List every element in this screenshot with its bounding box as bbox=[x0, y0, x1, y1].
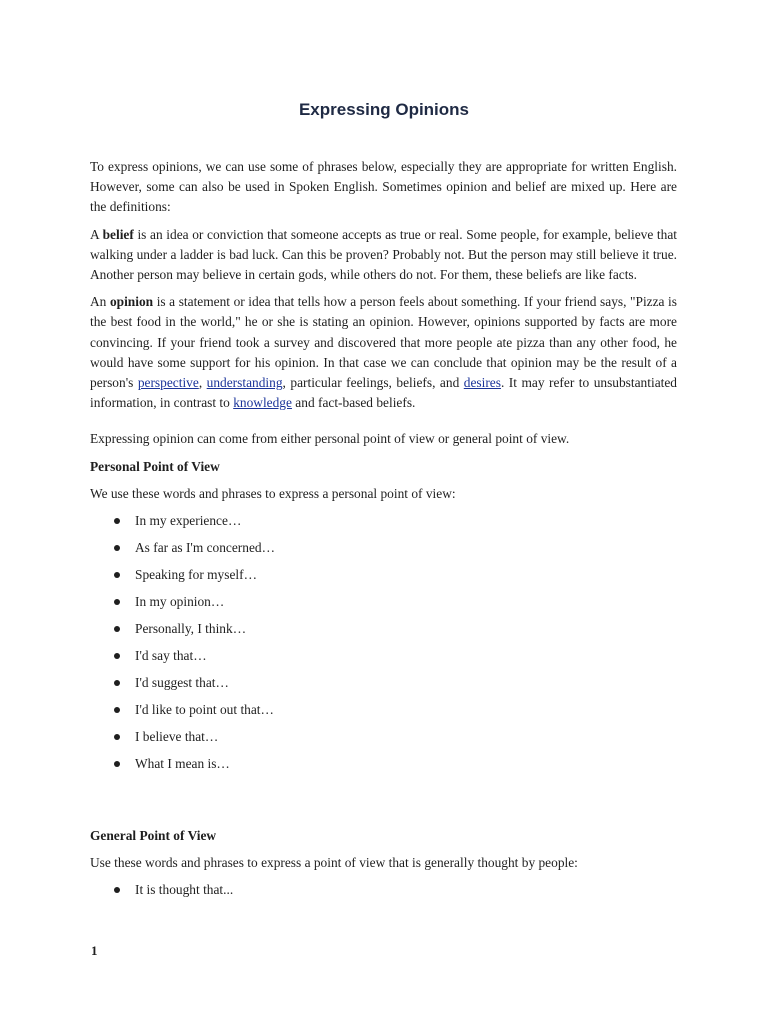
opinion-term: opinion bbox=[109, 294, 154, 310]
general-heading: General Point of View bbox=[90, 828, 217, 844]
list-item bbox=[90, 538, 677, 565]
belief-paragraph bbox=[90, 225, 677, 286]
belief-term: belief bbox=[102, 226, 134, 242]
bullet-icon bbox=[114, 545, 120, 551]
belief-text: is an idea or conviction that someone accepts as true or real. Some people, for example, believe that walking under a ladder is bad luck. Can this be proven? Probably not. But the person may still believe it true. Another person may believe in certain gods, while others do not. For them, these beliefs are like facts. bbox=[90, 226, 677, 283]
bullet-icon bbox=[114, 680, 120, 686]
bullet-icon bbox=[114, 599, 120, 605]
list-item-text: In my experience… bbox=[135, 513, 242, 529]
opinion-text-1: is a statement or idea that tells how a person feels about something. If your friend says, "Pizza is the best food in the world," he or she is stating an opinion. However, opinions supported by facts are more convincing. If your friend took a survey and discovered that more people ate pizza than any other food, he would have some support for his opinion. In that case we can conclude that opinion may be the result of a person's bbox=[90, 294, 677, 391]
general-phrase-list bbox=[90, 880, 677, 907]
bullet-icon bbox=[114, 518, 120, 524]
opinion-prefix: An bbox=[90, 294, 110, 310]
summary-paragraph: Expressing opinion can come from either personal point of view or general point of view. bbox=[90, 431, 570, 447]
list-item bbox=[90, 511, 677, 538]
personal-heading: Personal Point of View bbox=[90, 458, 220, 474]
bullet-icon bbox=[114, 653, 120, 659]
list-item bbox=[90, 754, 677, 781]
opinion-text-3: . It may refer to unsubstantiated information, in contrast to bbox=[90, 375, 677, 411]
general-intro: Use these words and phrases to express a point of view that is generally thought by people: bbox=[90, 855, 578, 871]
list-item bbox=[90, 700, 677, 727]
perspective-link[interactable]: perspective bbox=[137, 375, 199, 391]
list-item-text: I'd suggest that… bbox=[135, 675, 229, 691]
belief-prefix: A bbox=[90, 226, 103, 242]
list-item bbox=[90, 619, 677, 646]
opinion-text-2: , particular feelings, beliefs, and bbox=[282, 375, 464, 391]
list-item-text: I'd say that… bbox=[135, 648, 207, 664]
intro-paragraph: To express opinions, we can use some of phrases below, especially they are appropriate for written English. However, some can also be used in Spoken English. Sometimes opinion and belief are mixed up. Here are the definitions: bbox=[90, 159, 677, 215]
list-item bbox=[90, 673, 677, 700]
document-title: Expressing Opinions bbox=[298, 100, 470, 119]
personal-intro: We use these words and phrases to express a personal point of view: bbox=[90, 485, 456, 501]
list-item-text: What I mean is… bbox=[135, 756, 230, 772]
personal-phrase-list bbox=[90, 511, 677, 781]
list-item-text: Personally, I think… bbox=[135, 621, 247, 637]
page-number: 1 bbox=[91, 943, 98, 958]
list-item bbox=[90, 565, 677, 592]
list-item-text: In my opinion… bbox=[135, 594, 225, 610]
opinion-paragraph bbox=[90, 292, 677, 413]
bullet-icon bbox=[114, 572, 120, 578]
bullet-icon bbox=[114, 734, 120, 740]
list-item bbox=[90, 727, 677, 754]
list-item bbox=[90, 592, 677, 619]
opinion-text-4: and fact-based beliefs. bbox=[291, 395, 416, 411]
list-item bbox=[90, 880, 677, 907]
understanding-link[interactable]: understanding bbox=[206, 375, 283, 391]
list-item-text: I believe that… bbox=[135, 729, 219, 745]
list-item-text: I'd like to point out that… bbox=[135, 702, 274, 718]
opinion-separator: , bbox=[198, 375, 207, 391]
list-item bbox=[90, 646, 677, 673]
bullet-icon bbox=[114, 887, 120, 893]
document-body bbox=[90, 157, 677, 907]
desires-link[interactable]: desires bbox=[463, 375, 501, 391]
bullet-icon bbox=[114, 761, 120, 767]
bullet-icon bbox=[114, 626, 120, 632]
bullet-icon bbox=[114, 707, 120, 713]
list-item-text: Speaking for myself… bbox=[135, 567, 257, 583]
list-item-text: It is thought that... bbox=[135, 882, 234, 898]
knowledge-link[interactable]: knowledge bbox=[233, 395, 292, 411]
list-item-text: As far as I'm concerned… bbox=[135, 540, 275, 556]
